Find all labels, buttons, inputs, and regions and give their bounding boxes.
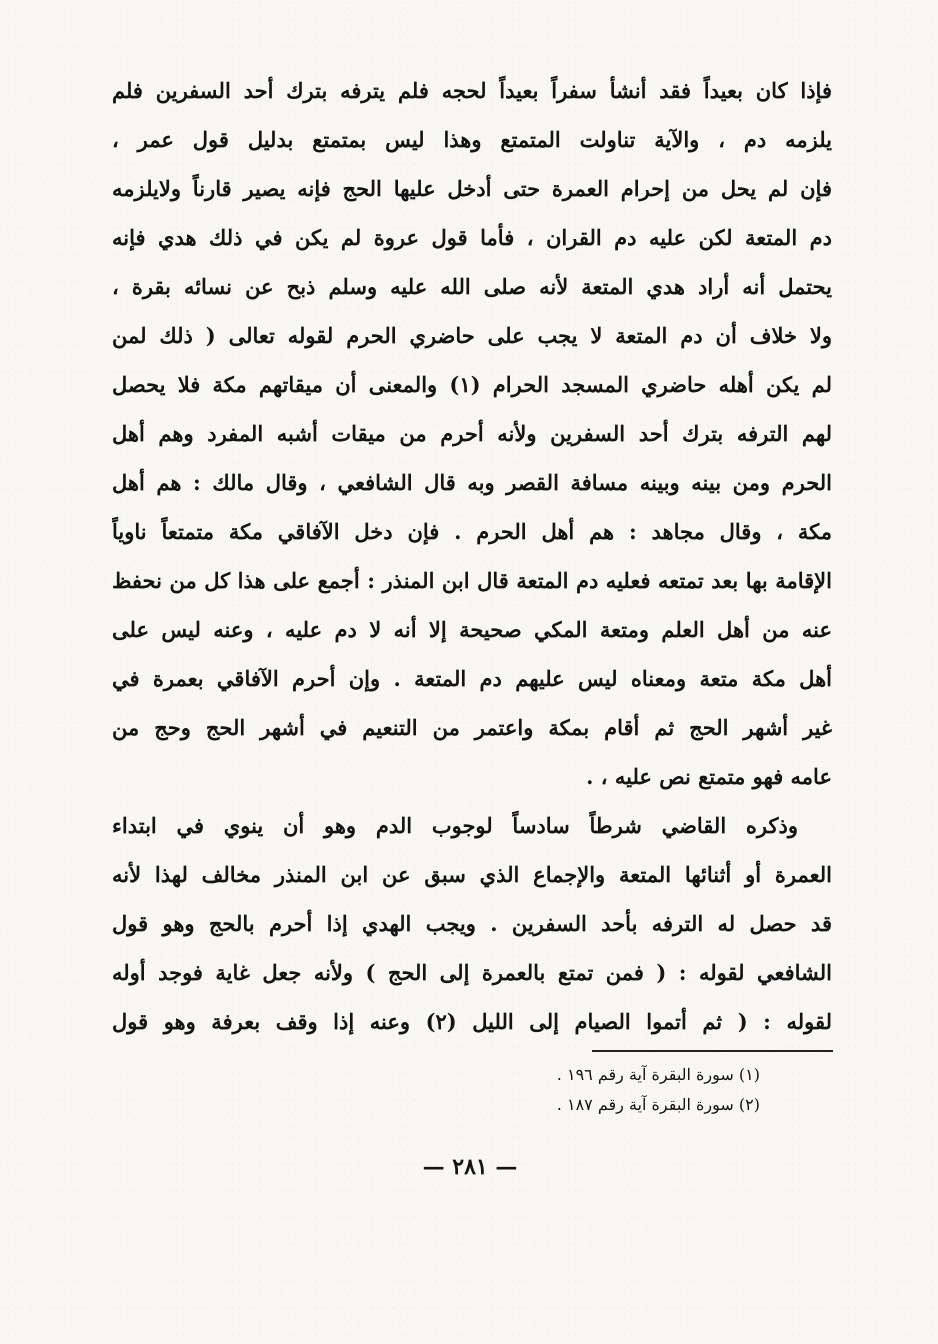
text-line-4: دم المتعة لكن عليه دم القران ، فأما قول عروة لم يكن في ذلك هدي فإنه [112,225,832,250]
text-line-8: لهم الترفه بترك أحد السفرين ولأنه أحرم من ميقات أشبه المفرد وهم أهل [112,421,832,446]
text-line-6: ولا خلاف أن دم المتعة لا يجب على حاضري الحرم لقوله تعالى ( ذلك لمن [112,323,832,348]
text-line-10: مكة ، وقال مجاهد : هم أهل الحرم . فإن دخل الآفاقي مكة متمتعاً ناوياً [112,519,832,544]
text-line-17: العمرة أو أثنائها المتعة والإجماع الذي سبق عن ابن المنذر مخالف لهذا لأنه [112,862,832,887]
text-line-2: يلزمه دم ، والآية تناولت المتمتع وهذا ليس بمتمتع بدليل قول عمر ، [112,127,832,152]
text-line-20: لقوله : ( ثم أتموا الصيام إلى الليل (٢) وعنه إذا وقف بعرفة وهو قول [112,1009,832,1034]
text-line-13: أهل مكة متعة ومعناه ليس عليهم دم المتعة . وإن أحرم الآفاقي بعمرة في [112,666,832,691]
page-number: — ٢٨١ — [422,1154,518,1180]
text-line-16: وذكره القاضي شرطاً سادساً لوجوب الدم وهو أن ينوي في ابتداء [112,813,798,838]
footnote-divider [592,1050,833,1052]
text-line-19: الشافعي لقوله : ( فمن تمتع بالعمرة إلى الحج ) ولأنه جعل غاية فوجد أوله [112,960,832,985]
text-line-7: لم يكن أهله حاضري المسجد الحرام (١) والمعنى أن ميقاتهم مكة فلا يحصل [112,372,832,397]
text-line-3: فإن لم يحل من إحرام العمرة حتى أدخل عليها الحج فإنه يصير قارناً ولايلزمه [112,176,832,201]
text-line-18: قد حصل له الترفه بأحد السفرين . ويجب الهدي إذا أحرم بالحج وهو قول [112,911,832,936]
main-text-block [112,66,832,1046]
text-line-14: غير أشهر الحج ثم أقام بمكة واعتمر من التنعيم في أشهر الحج وحج من [112,715,832,740]
text-line-12: عنه من أهل العلم ومتعة المكي صحيحة إلا أنه لا دم عليه ، وعنه ليس على [112,617,832,642]
text-line-11: الإقامة بها بعد تمتعه فعليه دم المتعة قال ابن المنذر : أجمع على هذا كل من نحفظ [112,568,832,593]
text-line-5: يحتمل أنه أراد هدي المتعة لأنه صلى الله عليه وسلم ذبح عن نسائه بقرة ، [112,274,832,299]
footnote-1: (١) سورة البقرة آية رقم ١٩٦ . [556,1065,760,1084]
footnotes [430,1060,760,1120]
text-line-9: الحرم ومن بينه وبينه مسافة القصر وبه قال الشافعي ، وقال مالك : هم أهل [112,470,832,495]
text-line-15: عامه فهو متمتع نص عليه ، . [586,764,832,789]
text-line-1: فإذا كان بعيداً فقد أنشأ سفراً بعيداً لحجه فلم يترفه بترك أحد السفرين فلم [112,78,832,103]
footnote-2: (٢) سورة البقرة آية رقم ١٨٧ . [556,1095,760,1114]
